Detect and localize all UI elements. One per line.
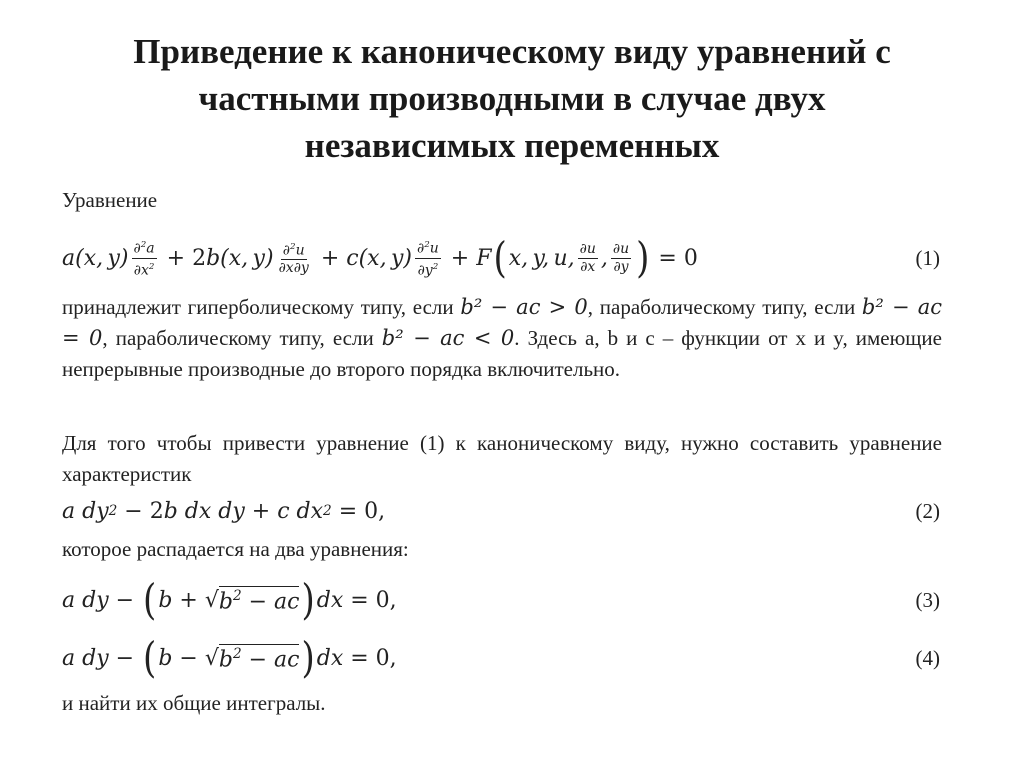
equation-2 (62, 494, 940, 528)
title-line-2: частными производными в случае двух (198, 79, 826, 118)
equation-4 (62, 633, 940, 683)
p1-text-4: . Здесь a, b и c – функции от x и y, имеющие непрерывные производные до второго порядка включительно. (62, 326, 942, 381)
paragraph-split: которое распадается на два уравнения: (62, 537, 409, 561)
equation-2-expression: a dy 2 − 2 b dx dy + c dx 2 = 0, (62, 498, 386, 524)
p1-math-2: b² − ac = 0 (62, 295, 942, 350)
paragraph-types (62, 292, 942, 385)
title-line-3: независимых переменных (304, 126, 720, 165)
equation-4-expression: a dy − ( b − √ $b^2$ − ac ) dx = 0, (62, 633, 397, 683)
p1-text-2: , параболическому типу, если (587, 295, 862, 319)
paragraph-characteristics: Для того чтобы привести уравнение (1) к каноническому виду, нужно составить уравнение характеристик (62, 431, 942, 486)
p1-text-3: , параболическому типу, если (102, 326, 382, 350)
intro-text: Уравнение (62, 188, 158, 212)
equation-3-expression: a dy − ( b + √ $b^2$ − ac ) dx = 0, (62, 575, 397, 625)
p1-text-1: принадлежит гиперболическому типу, если (62, 295, 461, 319)
equation-2-number: (2) (915, 498, 940, 523)
equation-4-number: (4) (915, 645, 940, 670)
p1-math-1: b² − ac > 0 (460, 295, 588, 319)
equation-3-number: (3) (915, 587, 940, 612)
equation-3 (62, 575, 940, 625)
equation-1-expression: a(x, y) $\frac{\partial^2a}{\partial x^2}$ + 2 b(x, y) $\frac{\partial^2u}{\partial x\partial y}$ + c(x, y) $\frac{\partial^2u}{\partial y^2}$ + F ( x, y, u, $\frac{\partial u}{\partial x}$ , $\frac{\partial u}{\partial y}$ ) = 0 (62, 233, 698, 283)
paragraph-integrals: и найти их общие интегралы. (62, 691, 326, 715)
p1-math-3: b² − ac < 0 (381, 326, 515, 350)
slide-title (40, 28, 984, 169)
equation-1 (62, 232, 940, 284)
title-line-1: Приведение к каноническому виду уравнений с (133, 32, 891, 71)
equation-1-number: (1) (915, 245, 940, 270)
